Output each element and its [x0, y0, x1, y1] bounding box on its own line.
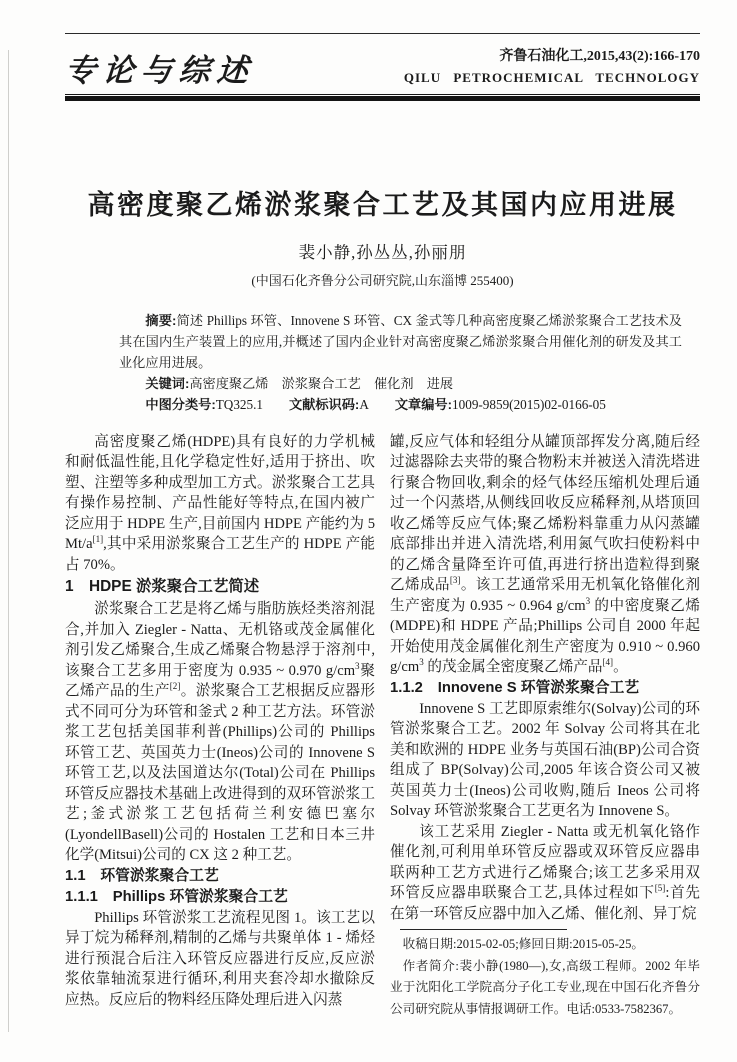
doc-code-label: 文献标识码:	[289, 396, 360, 412]
body-paragraph: 罐,反应气体和轻组分从罐顶部挥发分离,随后经过滤器除去夹带的聚合物粉末并被送入清洗塔进行聚合物回收,剩余的烃气体经压缩机处理后通过一个闪蒸塔,从侧线回收反应稀释剂,从塔顶回收乙烯等反应气体;聚乙烯粉料靠重力从闪蒸罐底部排出并进入清洗塔,利用氮气吹扫使粉料中的乙烯含量降至许可值,再进行挤出造粒得到聚乙烯成品[3]。该工艺通常采用无机氧化铬催化剂生产密度为 0.935 ~ 0.964 $g/cm^3$ 的中密度聚乙烯(MDPE)和 HDPE 产品;Phillips 公司自 2000 年起开始使用茂金属催化剂生产密度为 0.910 ~ 0.960 $g/cm^3$ 的茂金属全密度聚乙烯产品[4]。	[390, 433, 701, 675]
abstract-block	[119, 310, 682, 415]
abstract-label: 摘要:	[145, 312, 177, 328]
body-paragraph: 该工艺采用 Ziegler - Natta 或无机氧化铬作催化剂,可利用单环管反应器或双环管反应器串联两种工艺方式进行乙烯聚合;该工艺多采用双环管反应器串联聚合工艺,具体过程如下[5]:首先在第一环管反应器中加入乙烯、催化剂、异丁烷	[390, 823, 700, 922]
right-column-text	[390, 432, 700, 925]
footnote-dates: 收稿日期:2015-02-05;修回日期:2015-05-25。	[402, 937, 644, 951]
journal-citation-en: QILU PETROCHEMICAL TECHNOLOGY	[403, 70, 700, 85]
page-content	[65, 0, 700, 1020]
footnote-author-bio: 作者简介:裴小静(1980—),女,高级工程师。2002 年毕业于沈阳化工学院高分子化工专业,现在中国石化齐鲁分公司研究院从事情报调研工作。电话:0533-7582367。	[390, 958, 700, 1016]
article-title: 高密度聚乙烯淤浆聚合工艺及其国内应用进展	[87, 189, 678, 220]
abstract-paragraph	[119, 310, 682, 373]
doc-code-value: A	[359, 396, 369, 412]
body-paragraph: Phillips 环管淤浆工艺流程见图 1。该工艺以异丁烷为稀释剂,精制的乙烯与共聚单体 1 - 烯烃进行预混合后注入环管反应器进行反应,反应淤浆依靠轴流泵进行循环,利用夹套冷却水撤除反应热。反应后的物料经压降处理后进入闪蒸	[65, 909, 375, 1008]
left-column	[65, 432, 375, 1021]
header-bottom-rule	[65, 94, 700, 101]
section-heading: 1 HDPE 淤浆聚合工艺简述	[65, 578, 260, 595]
section-heading: 1.1.1 Phillips 环管淤浆聚合工艺	[65, 888, 288, 905]
article-affiliation: (中国石化齐鲁分公司研究院,山东淄博 255400)	[251, 272, 514, 288]
article-authors: 裴小静,孙丛丛,孙丽朋	[298, 242, 467, 262]
body-paragraph: Innovene S 工艺即原索维尔(Solvay)公司的环管淤浆聚合工艺。2002 年 Solvay 公司将其在北美和欧洲的 HDPE 业务与英国石油(BP)公司合资组成了 BP(Solvay)公司,2005 年该合资公司又被英国英力士(Ineos)公司收购,随后 Ineos 公司将 Solvay 环管淤浆聚合工艺更名为 Innovene S。	[390, 700, 700, 819]
page-header	[65, 34, 700, 92]
section-heading: 1.1.2 Innovene S 环管淤浆聚合工艺	[390, 679, 640, 696]
clc-value: TQ325.1	[215, 396, 263, 412]
clc-label: 中图分类号:	[145, 396, 216, 412]
footnote-block	[390, 929, 700, 1020]
keywords-label: 关键词:	[145, 375, 190, 391]
body-paragraph: 高密度聚乙烯(HDPE)具有良好的力学机械和耐低温性能,且化学稳定性好,适用于挤出、吹塑、注塑等多种成型加工方式。淤浆聚合工艺具有操作易控制、产品性能好等特点,在国内被广泛应用于 HDPE 生产,目前国内 HDPE 产能约为 5 Mt/a[1],其中采用淤浆聚合工艺生产的 HDPE 产能占 70%。	[65, 433, 375, 573]
footnote-divider	[400, 929, 567, 930]
keywords-text: 高密度聚乙烯 淤浆聚合工艺 催化剂 进展	[189, 375, 454, 391]
classification-line	[119, 394, 682, 415]
scan-edge-line	[8, 50, 9, 1032]
keywords-line	[119, 373, 682, 394]
article-id-label: 文章编号:	[394, 396, 453, 412]
right-column	[390, 432, 700, 1021]
column-section-label: 专论与综述	[63, 53, 257, 88]
abstract-text: 简述 Phillips 环管、Innovene S 环管、CX 釜式等几种高密度聚乙烯淤浆聚合工艺技术及其在国内生产装置上的应用,并概述了国内企业针对高密度聚乙烯淤浆聚合用催化剂的研发及其工业化应用进展。	[119, 312, 682, 370]
journal-citation-cn: 齐鲁石油化工,2015,43(2):166-170	[499, 49, 700, 64]
journal-info	[404, 46, 700, 92]
article-id-value: 1009-9859(2015)02-0166-05	[452, 396, 606, 412]
body-columns	[65, 432, 700, 1021]
section-heading: 1.1 环管淤浆聚合工艺	[65, 867, 219, 884]
body-paragraph: 淤浆聚合工艺是将乙烯与脂肪族烃类溶剂混合,并加入 Ziegler - Natta、无机铬或茂金属催化剂引发乙烯聚合,生成乙烯聚合物悬浮于溶剂中,该聚合工艺多用于密度为 0.935 ~ 0.970 $g/cm^3$聚乙烯产品的生产[2]。淤浆聚合工艺根据反应器形式不同可分为环管和釜式 2 种工艺方法。环管淤浆工艺包括美国菲利普(Phillips)公司的 Phillips 环管工艺、英国英力士(Ineos)公司的 Innovene S 环管工艺,以及法国道达尔(Total)公司在 Phillips 环管反应器技术基础上改进得到的双环管淤浆工艺;釜式淤浆工艺包括荷兰利安德巴塞尔(LyondellBasell)公司的 Hostalen 工艺和日本三井化学(Mitsui)公司的 CX 这 2 种工艺。	[65, 601, 375, 863]
